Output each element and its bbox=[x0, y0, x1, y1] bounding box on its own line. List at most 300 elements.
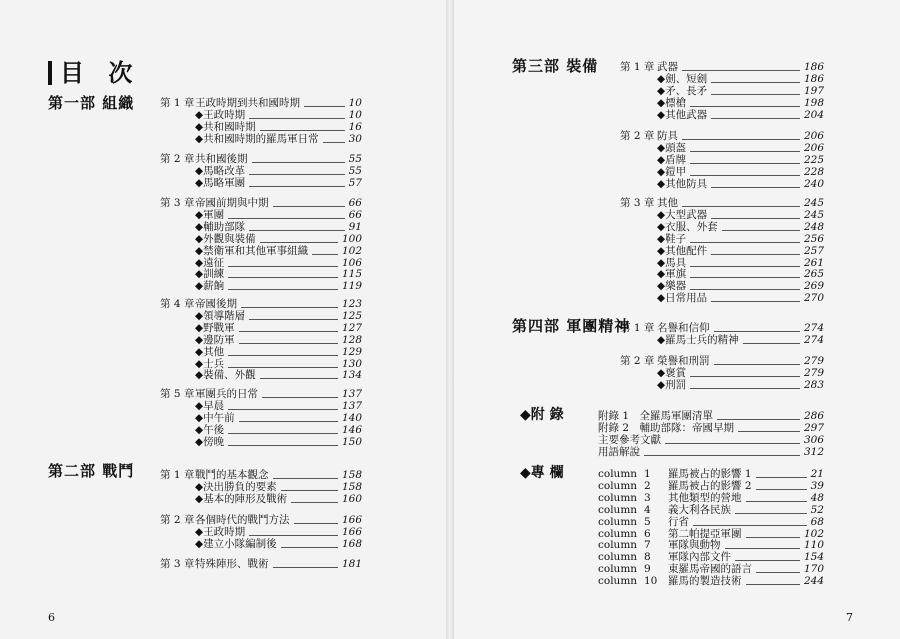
leader-line bbox=[746, 501, 807, 502]
leader-line bbox=[711, 94, 800, 95]
entry-title: ◆中午前 bbox=[195, 411, 235, 424]
leader-line bbox=[711, 254, 800, 255]
entry-page-number: 127 bbox=[341, 321, 362, 334]
leader-line bbox=[228, 289, 338, 290]
section-entry bbox=[195, 268, 362, 280]
section-entry bbox=[195, 280, 362, 292]
column-entry bbox=[668, 563, 824, 575]
entry-title: ◆禁衛軍和其他軍事組織 bbox=[195, 244, 309, 257]
entry-page-number: 158 bbox=[341, 480, 362, 493]
chapter-entry bbox=[657, 322, 824, 334]
entry-page-number: 150 bbox=[341, 435, 362, 448]
leader-line bbox=[644, 455, 800, 456]
column-label: column bbox=[598, 491, 638, 504]
entry-title: 軍隊內部文件 bbox=[668, 551, 731, 564]
entry-title: 主要參考文獻 bbox=[598, 433, 661, 446]
leader-line bbox=[249, 174, 345, 175]
leader-line bbox=[294, 523, 338, 524]
section-entry bbox=[657, 334, 824, 346]
entry-title: 軍團兵的日常 bbox=[195, 388, 258, 400]
column-entry bbox=[668, 551, 824, 563]
entry-page-number: 225 bbox=[803, 153, 824, 166]
entry-page-number: 245 bbox=[803, 197, 824, 209]
entry-page-number: 137 bbox=[341, 388, 362, 400]
leader-line bbox=[756, 489, 807, 490]
entry-page-number: 146 bbox=[341, 423, 362, 436]
entry-title: ◆馬略軍團 bbox=[195, 176, 246, 189]
chapter-entry bbox=[195, 97, 362, 109]
leader-line bbox=[228, 355, 338, 356]
leader-line bbox=[746, 584, 800, 585]
entry-page-number: 279 bbox=[803, 366, 824, 379]
entry-page-number: 168 bbox=[341, 537, 362, 550]
section-entry bbox=[195, 412, 362, 424]
column-entry bbox=[668, 539, 824, 551]
section-entry bbox=[195, 481, 362, 493]
column-label: column bbox=[598, 503, 638, 516]
leader-line bbox=[249, 118, 345, 119]
column-number: 2 bbox=[644, 479, 651, 492]
entry-page-number: 245 bbox=[803, 208, 824, 221]
entry-title: ◆其他防具 bbox=[657, 177, 708, 190]
entry-page-number: 312 bbox=[803, 445, 824, 458]
leader-line bbox=[711, 301, 800, 302]
entry-title: ◆共和國時期的羅馬軍日常 bbox=[195, 132, 319, 145]
entry-page-number: 256 bbox=[803, 232, 824, 245]
entry-page-number: 283 bbox=[803, 378, 824, 391]
section-entry bbox=[195, 257, 362, 269]
entry-title: ◆輔助部隊 bbox=[195, 220, 246, 233]
entry-page-number: 269 bbox=[803, 280, 824, 293]
column-label: column bbox=[598, 551, 638, 564]
entry-title: 行省 bbox=[668, 515, 689, 528]
entry-title: 戰鬥的基本觀念 bbox=[195, 469, 269, 481]
chapter-number: 第 2 章 bbox=[620, 355, 655, 367]
entry-page-number: 130 bbox=[341, 357, 362, 370]
part-heading: 第一部 組織 bbox=[48, 94, 135, 112]
leader-line bbox=[690, 289, 800, 290]
entry-title: ◆共和國時期 bbox=[195, 120, 256, 133]
book-gutter bbox=[446, 0, 454, 639]
entry-title: 義大利各民族 bbox=[668, 503, 731, 516]
section-entry bbox=[195, 221, 362, 233]
entry-page-number: 39 bbox=[810, 479, 824, 492]
leader-line bbox=[711, 187, 800, 188]
appendix-entry bbox=[598, 434, 824, 446]
chapter-entry bbox=[657, 197, 824, 209]
section-entry bbox=[195, 245, 362, 257]
section-entry bbox=[657, 178, 824, 190]
entry-title: ◆早晨 bbox=[195, 399, 225, 412]
entry-page-number: 128 bbox=[341, 333, 362, 346]
entry-page-number: 106 bbox=[341, 256, 362, 269]
entry-page-number: 170 bbox=[803, 563, 824, 576]
entry-page-number: 137 bbox=[341, 399, 362, 412]
entry-page-number: 166 bbox=[341, 525, 362, 538]
section-entry bbox=[195, 322, 362, 334]
section-entry bbox=[657, 233, 824, 245]
section-entry bbox=[195, 400, 362, 412]
leader-line bbox=[711, 82, 800, 83]
section-entry bbox=[657, 268, 824, 280]
leader-line bbox=[239, 331, 338, 332]
section-entry bbox=[195, 526, 362, 538]
entry-title: ◆王政時期 bbox=[195, 108, 246, 121]
column-number: 3 bbox=[644, 491, 651, 504]
entry-title: 東羅馬帝國的語言 bbox=[668, 563, 752, 576]
section-entry bbox=[657, 367, 824, 379]
chapter-number: 第 5 章 bbox=[160, 388, 195, 400]
leader-line bbox=[690, 163, 800, 164]
chapter-entry bbox=[195, 388, 362, 400]
entry-page-number: 30 bbox=[348, 132, 362, 145]
column-number: 10 bbox=[644, 575, 658, 588]
chapter-number: 第 1 章 bbox=[620, 322, 655, 334]
leader-line bbox=[249, 230, 345, 231]
entry-page-number: 21 bbox=[810, 468, 824, 480]
entry-title: ◆鎧甲 bbox=[657, 165, 687, 178]
entry-title: ◆馬略改革 bbox=[195, 164, 246, 177]
entry-page-number: 102 bbox=[803, 527, 824, 540]
entry-page-number: 123 bbox=[341, 298, 362, 310]
entry-title: ◆羅馬士兵的精神 bbox=[657, 333, 739, 346]
entry-page-number: 102 bbox=[341, 244, 362, 257]
chapter-number: 第 3 章 bbox=[160, 197, 195, 209]
chapter-entry bbox=[657, 130, 824, 142]
entry-title: ◆軍團 bbox=[195, 208, 225, 221]
leader-line bbox=[252, 162, 345, 163]
chapter-entry bbox=[195, 469, 362, 481]
leader-line bbox=[690, 277, 800, 278]
entry-title: ◆大型武器 bbox=[657, 208, 708, 221]
entry-title: ◆野戰軍 bbox=[195, 321, 235, 334]
leader-line bbox=[249, 319, 338, 320]
entry-title: 各個時代的戰鬥方法 bbox=[195, 514, 290, 526]
column-entry bbox=[668, 492, 824, 504]
leader-line bbox=[693, 525, 807, 526]
section-entry bbox=[657, 292, 824, 304]
entry-title: ◆外觀與裝備 bbox=[195, 232, 256, 245]
entry-page-number: 186 bbox=[803, 61, 824, 73]
entry-page-number: 68 bbox=[810, 515, 824, 528]
leader-line bbox=[735, 513, 807, 514]
page-title: 目 次 bbox=[60, 58, 141, 87]
entry-page-number: 110 bbox=[803, 539, 824, 552]
entry-page-number: 248 bbox=[803, 220, 824, 233]
column-entry bbox=[668, 516, 824, 528]
leader-line bbox=[690, 376, 800, 377]
entry-page-number: 16 bbox=[348, 120, 362, 133]
section-entry bbox=[657, 109, 824, 121]
column-number: 6 bbox=[644, 527, 651, 540]
section-entry bbox=[657, 257, 824, 269]
section-entry bbox=[195, 121, 362, 133]
entry-title: ◆盾牌 bbox=[657, 153, 687, 166]
entry-title: 用語解說 bbox=[598, 445, 640, 458]
section-entry bbox=[657, 280, 824, 292]
chapter-entry bbox=[195, 298, 362, 310]
entry-title: ◆刑罰 bbox=[657, 378, 687, 391]
entry-title: 羅馬被占的影響 2 bbox=[668, 479, 752, 492]
section-entry bbox=[657, 154, 824, 166]
chapter-entry bbox=[195, 197, 362, 209]
entry-title: 武器 bbox=[657, 61, 678, 73]
entry-title: ◆薪餉 bbox=[195, 280, 225, 293]
entry-page-number: 140 bbox=[341, 411, 362, 424]
chapter-entry bbox=[195, 153, 362, 165]
column-label: column bbox=[598, 575, 638, 588]
leader-line bbox=[249, 186, 345, 187]
leader-line bbox=[239, 421, 338, 422]
entry-page-number: 270 bbox=[803, 292, 824, 305]
entry-title: ◆劍、短劍 bbox=[657, 72, 708, 85]
entry-page-number: 10 bbox=[348, 108, 362, 121]
entry-page-number: 197 bbox=[803, 84, 824, 97]
entry-page-number: 279 bbox=[803, 355, 824, 367]
entry-title: ◆鞋子 bbox=[657, 232, 687, 245]
leader-line bbox=[682, 70, 800, 71]
chapter-number: 第 1 章 bbox=[620, 61, 655, 73]
entry-title: ◆其他 bbox=[195, 345, 225, 358]
leader-line bbox=[228, 445, 338, 446]
entry-page-number: 274 bbox=[803, 333, 824, 346]
section-entry bbox=[195, 177, 362, 189]
entry-page-number: 55 bbox=[348, 164, 362, 177]
leader-line bbox=[717, 419, 800, 420]
leader-line bbox=[228, 277, 338, 278]
leader-line bbox=[711, 218, 800, 219]
entry-title: ◆基本的陣形及戰術 bbox=[195, 492, 288, 505]
leader-line bbox=[690, 242, 800, 243]
entry-title: ◆標槍 bbox=[657, 96, 687, 109]
entry-title: ◆馬具 bbox=[657, 256, 687, 269]
section-entry bbox=[657, 166, 824, 178]
chapter-number: 第 2 章 bbox=[160, 153, 195, 165]
entry-page-number: 91 bbox=[348, 220, 362, 233]
entry-title: ◆裝備、外觀 bbox=[195, 369, 256, 382]
leader-line bbox=[690, 175, 800, 176]
entry-page-number: 158 bbox=[341, 469, 362, 481]
entry-title: ◆王政時期 bbox=[195, 525, 246, 538]
entry-title: ◆軍旗 bbox=[657, 268, 687, 281]
column-number: 1 bbox=[644, 468, 651, 480]
part-heading: 第三部 裝備 bbox=[512, 57, 599, 75]
leader-line bbox=[690, 106, 800, 107]
column-label: column bbox=[598, 539, 638, 552]
column-number: 9 bbox=[644, 563, 651, 576]
page-number-right: 7 bbox=[846, 611, 853, 624]
entry-title: ◆頭盔 bbox=[657, 141, 687, 154]
leader-line bbox=[735, 560, 800, 561]
leader-line bbox=[281, 490, 338, 491]
entry-title: ◆決出勝負的要素 bbox=[195, 480, 277, 493]
entry-title: 共和國後期 bbox=[195, 153, 248, 165]
entry-page-number: 125 bbox=[341, 309, 362, 322]
entry-page-number: 55 bbox=[348, 153, 362, 165]
section-entry bbox=[657, 97, 824, 109]
entry-title: ◆褒賞 bbox=[657, 366, 687, 379]
entry-page-number: 154 bbox=[803, 551, 824, 564]
leader-line bbox=[738, 431, 800, 432]
entry-title: ◆建立小隊編制後 bbox=[195, 537, 277, 550]
leader-line bbox=[743, 343, 800, 344]
entry-title: 附錄 1 全羅馬軍團清單 bbox=[598, 410, 714, 422]
column-number: 5 bbox=[644, 515, 651, 528]
entry-title: 王政時期到共和國時期 bbox=[195, 97, 300, 109]
entry-title: ◆領導階層 bbox=[195, 309, 246, 322]
entry-page-number: 274 bbox=[803, 322, 824, 334]
entry-page-number: 204 bbox=[803, 108, 824, 121]
entry-page-number: 261 bbox=[803, 256, 824, 269]
column-entry bbox=[668, 480, 824, 492]
entry-title: 其他類型的營地 bbox=[668, 491, 742, 504]
section-entry bbox=[657, 379, 824, 391]
section-entry bbox=[195, 233, 362, 245]
leader-line bbox=[241, 307, 338, 308]
section-entry bbox=[195, 436, 362, 448]
leader-line bbox=[690, 388, 800, 389]
entry-page-number: 115 bbox=[341, 268, 362, 281]
leader-line bbox=[291, 502, 338, 503]
leader-line bbox=[228, 218, 345, 219]
entry-title: 羅馬被占的影響 1 bbox=[668, 468, 752, 480]
leader-line bbox=[273, 206, 345, 207]
entry-page-number: 240 bbox=[803, 177, 824, 190]
appendix-entry bbox=[598, 410, 824, 422]
column-label: column bbox=[598, 515, 638, 528]
section-entry bbox=[657, 73, 824, 85]
leader-line bbox=[756, 572, 800, 573]
part-heading: 第二部 戰鬥 bbox=[48, 462, 135, 480]
section-entry bbox=[657, 245, 824, 257]
column-number: 7 bbox=[644, 539, 651, 552]
entry-page-number: 66 bbox=[348, 208, 362, 221]
section-entry bbox=[657, 142, 824, 154]
title-bar-decoration bbox=[48, 61, 52, 85]
section-entry bbox=[195, 358, 362, 370]
entry-title: ◆訓練 bbox=[195, 268, 225, 281]
section-entry bbox=[195, 346, 362, 358]
entry-page-number: 306 bbox=[803, 433, 824, 446]
entry-page-number: 186 bbox=[803, 72, 824, 85]
entry-title: 特殊陣形、戰術 bbox=[195, 558, 269, 570]
entry-page-number: 228 bbox=[803, 165, 824, 178]
leader-line bbox=[323, 142, 345, 143]
section-entry bbox=[195, 334, 362, 346]
entry-title: 帝國後期 bbox=[195, 298, 237, 310]
column-entry bbox=[668, 575, 824, 587]
entry-page-number: 52 bbox=[810, 503, 824, 516]
entry-title: 帝國前期與中期 bbox=[195, 197, 269, 209]
entry-title: 羅馬的製造技術 bbox=[668, 575, 742, 588]
chapter-number: 第 1 章 bbox=[160, 97, 195, 109]
entry-page-number: 48 bbox=[810, 491, 824, 504]
part-heading: 第四部 軍團精神 bbox=[512, 317, 631, 335]
section-entry bbox=[195, 369, 362, 381]
appendix-entry bbox=[598, 422, 824, 434]
chapter-number: 第 3 章 bbox=[160, 558, 195, 570]
entry-page-number: 160 bbox=[341, 492, 362, 505]
section-entry bbox=[195, 493, 362, 505]
entry-title: ◆傍晚 bbox=[195, 435, 225, 448]
entry-page-number: 57 bbox=[348, 176, 362, 189]
section-entry bbox=[195, 209, 362, 221]
chapter-entry bbox=[657, 61, 824, 73]
entry-page-number: 166 bbox=[341, 514, 362, 526]
entry-title: 名譽和信仰 bbox=[657, 322, 710, 334]
column-label: column bbox=[598, 527, 638, 540]
section-entry bbox=[657, 85, 824, 97]
leader-line bbox=[725, 548, 800, 549]
entry-page-number: 10 bbox=[348, 97, 362, 109]
leader-line bbox=[714, 331, 800, 332]
leader-line bbox=[273, 567, 338, 568]
entry-title: ◆遠征 bbox=[195, 256, 225, 269]
entry-page-number: 134 bbox=[341, 369, 362, 382]
section-entry bbox=[195, 424, 362, 436]
entry-title: ◆其他武器 bbox=[657, 108, 708, 121]
leader-line bbox=[722, 230, 800, 231]
entry-page-number: 206 bbox=[803, 130, 824, 142]
entry-title: ◆日常用品 bbox=[657, 292, 708, 305]
entry-page-number: 129 bbox=[341, 345, 362, 358]
column-label: column bbox=[598, 468, 638, 480]
entry-title: ◆邊防軍 bbox=[195, 333, 235, 346]
chapter-entry bbox=[657, 355, 824, 367]
section-entry bbox=[657, 221, 824, 233]
entry-title: ◆樂器 bbox=[657, 280, 687, 293]
entry-page-number: 265 bbox=[803, 268, 824, 281]
leader-line bbox=[281, 547, 338, 548]
column-label: column bbox=[598, 563, 638, 576]
leader-line bbox=[304, 106, 345, 107]
entry-title: 軍隊與動物 bbox=[668, 539, 721, 552]
leader-line bbox=[665, 443, 800, 444]
column-entry bbox=[668, 528, 824, 540]
entry-page-number: 286 bbox=[803, 410, 824, 422]
section-entry bbox=[657, 209, 824, 221]
leader-line bbox=[714, 364, 800, 365]
chapter-number: 第 2 章 bbox=[160, 514, 195, 526]
entry-page-number: 257 bbox=[803, 244, 824, 257]
section-entry bbox=[195, 165, 362, 177]
leader-line bbox=[228, 409, 338, 410]
chapter-entry bbox=[195, 514, 362, 526]
leader-line bbox=[262, 397, 338, 398]
chapter-entry bbox=[195, 558, 362, 570]
leader-line bbox=[682, 139, 800, 140]
chapter-number: 第 4 章 bbox=[160, 298, 195, 310]
section-entry bbox=[195, 109, 362, 121]
appendix-heading: ◆附 錄 bbox=[520, 407, 564, 423]
leader-line bbox=[228, 433, 338, 434]
leader-line bbox=[228, 367, 338, 368]
leader-line bbox=[260, 242, 338, 243]
entry-title: ◆午後 bbox=[195, 423, 225, 436]
entry-title: ◆矛、長矛 bbox=[657, 84, 708, 97]
leader-line bbox=[746, 537, 800, 538]
entry-title: ◆士兵 bbox=[195, 357, 225, 370]
chapter-number: 第 3 章 bbox=[620, 197, 655, 209]
leader-line bbox=[260, 378, 338, 379]
column-entry bbox=[668, 504, 824, 516]
entry-title: 榮譽和刑罰 bbox=[657, 355, 710, 367]
appendix-entry bbox=[598, 446, 824, 458]
leader-line bbox=[756, 477, 807, 478]
leader-line bbox=[239, 343, 338, 344]
leader-line bbox=[228, 266, 338, 267]
leader-line bbox=[312, 254, 338, 255]
